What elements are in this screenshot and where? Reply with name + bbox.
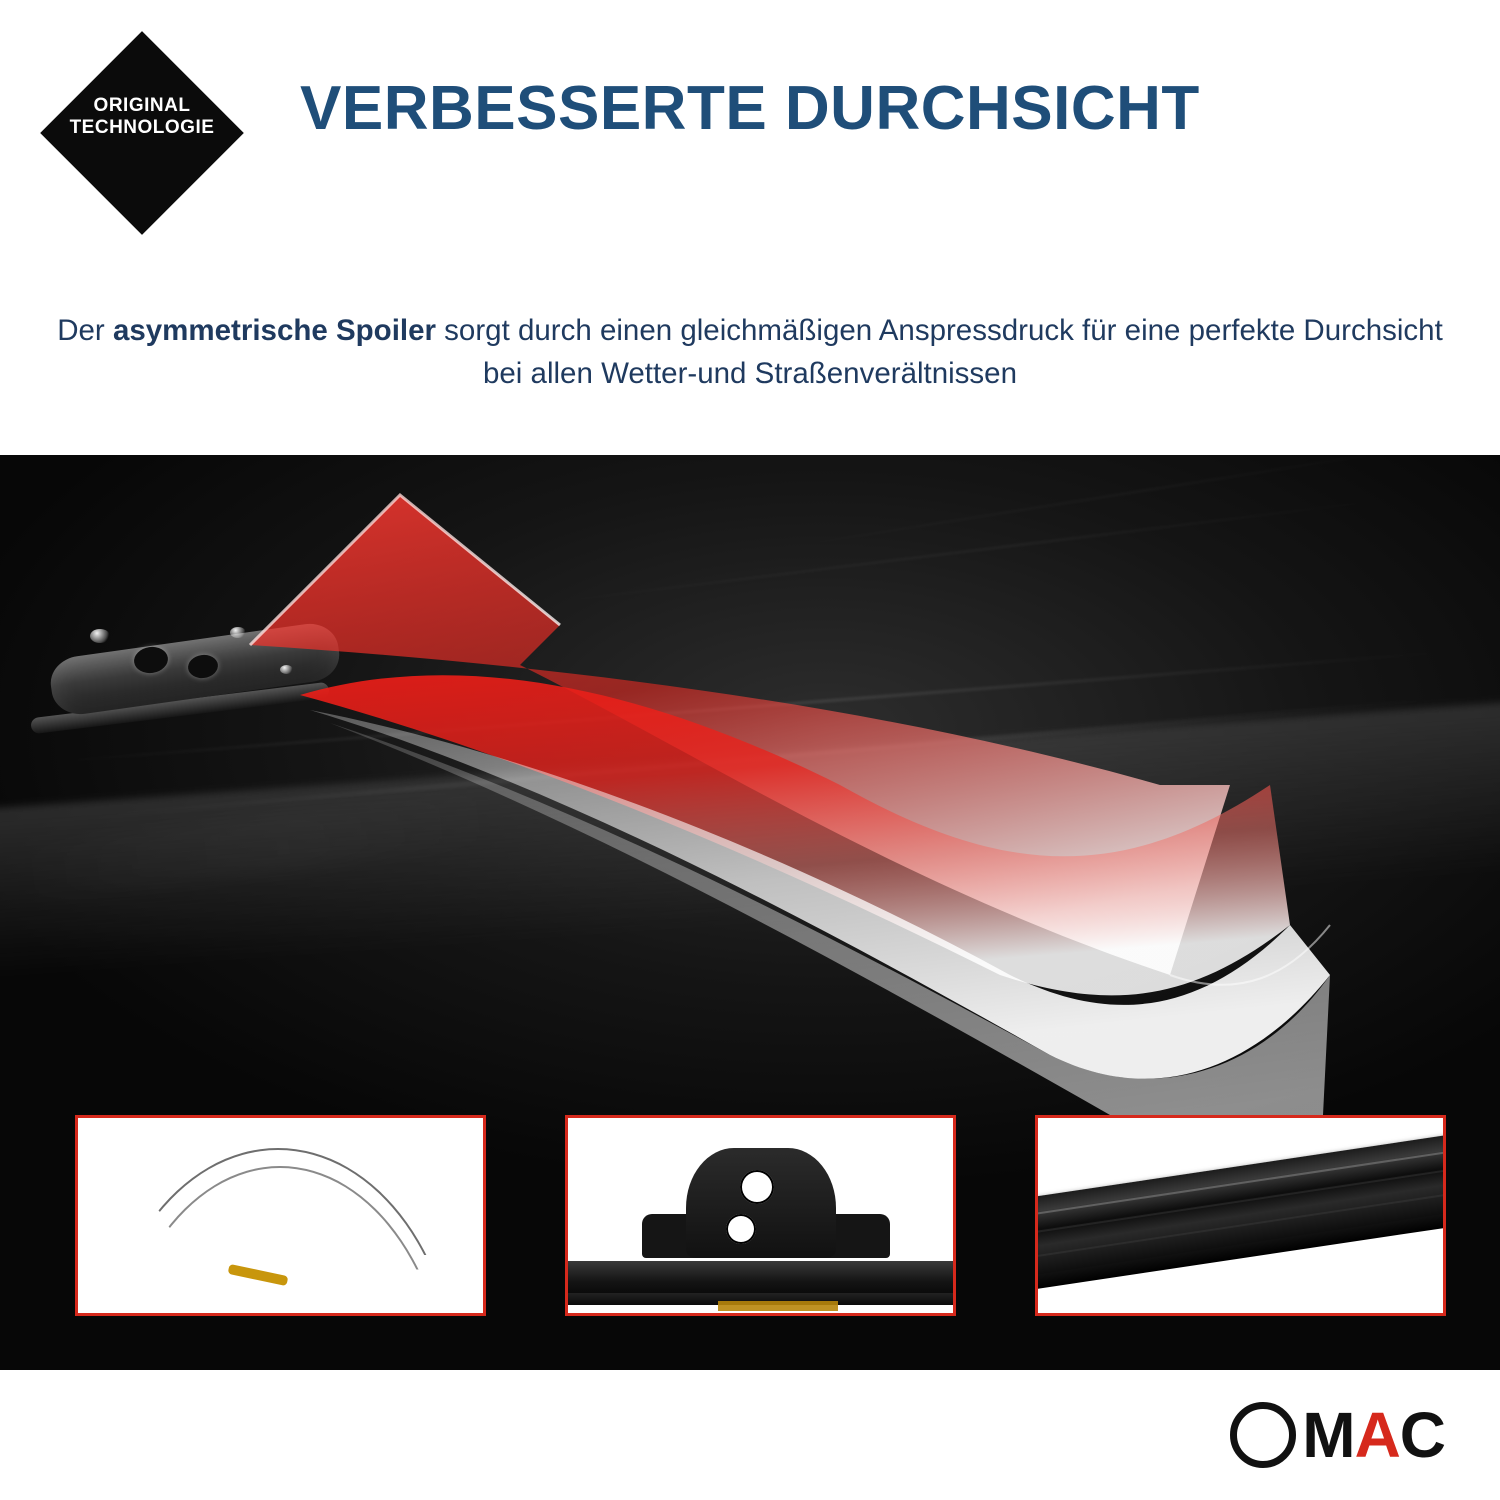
clip-hole-icon [726, 1214, 756, 1244]
subtitle-bold: asymmetrische Spoiler [112, 314, 436, 347]
thumbnail-rubber-blade [1035, 1115, 1446, 1316]
thumbnail-metal-spring-rails [75, 1115, 486, 1316]
clip-amber-strip-icon [718, 1301, 838, 1311]
rubber-blade-closeup-photo [1038, 1118, 1443, 1313]
badge-line-2: TECHNOLOGIE [69, 116, 215, 138]
page-subtitle [50, 310, 1450, 396]
wiper-connector-clip-photo [568, 1118, 953, 1313]
logo-letter-m: M [1302, 1399, 1355, 1471]
blade-profile-icon [1035, 1132, 1446, 1283]
clip-hole-icon [740, 1170, 774, 1204]
original-technologie-badge [42, 33, 242, 233]
metal-spring-rails-photo [78, 1118, 483, 1313]
subtitle-part-2: sorgt durch einen gleichmäßigen Anspressdruck für eine perfekte Durchsicht bei allen Wetter-und Straßenverältnissen [435, 314, 1443, 390]
badge-label [42, 95, 242, 139]
logo-letter-c: C [1399, 1399, 1445, 1471]
thumbnail-wiper-connector [565, 1115, 956, 1316]
blade-bar-icon [568, 1261, 953, 1295]
blade-highlight-line [1035, 1148, 1446, 1219]
footer-section [0, 1370, 1500, 1500]
omac-logo [1230, 1398, 1445, 1472]
logo-letter-o-icon [1230, 1402, 1296, 1468]
header-section [0, 0, 1500, 455]
badge-line-1: ORIGINAL [93, 95, 191, 116]
spring-rail-icon [108, 1166, 452, 1316]
logo-letter-a: A [1354, 1399, 1400, 1471]
page-title: VERBESSERTE DURCHSICHT [300, 74, 1200, 143]
subtitle-part-1: Der [57, 314, 113, 347]
